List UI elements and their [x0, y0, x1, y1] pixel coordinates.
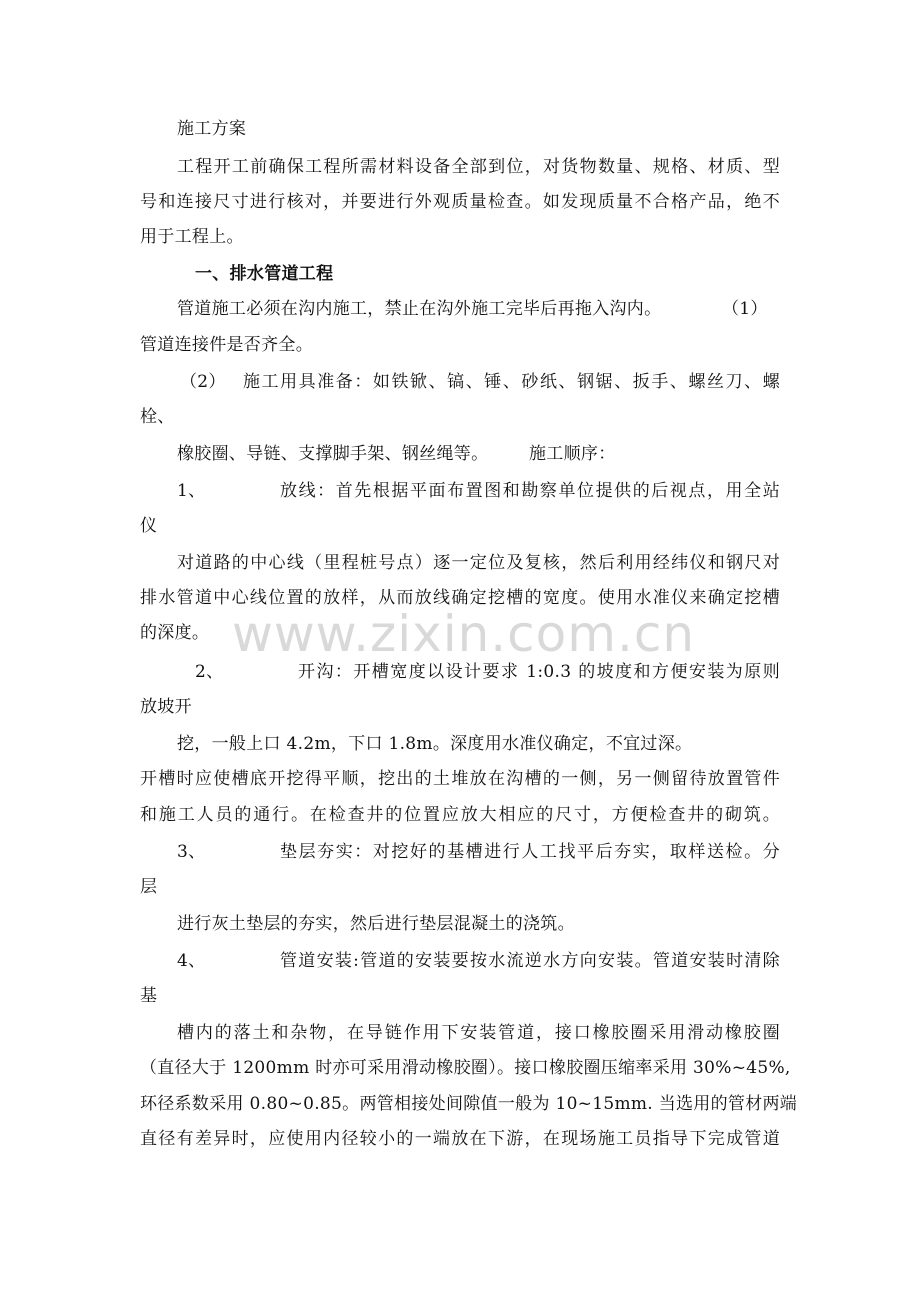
step-1-continuation-1: 对道路的中心线（里程桩号点）逐一定位及复核，然后利用经纬仪和钢尺对 [177, 553, 780, 573]
paragraph-1-line-1: 管道施工必须在沟内施工，禁止在沟外施工完毕后再拖入沟内。 [177, 299, 662, 319]
step-1-continuation-2: 排水管道中心线位置的放样，从而放线确定挖槽的宽度。使用水准仪来确定挖槽 [140, 588, 780, 608]
step-4-text: 管道安装:管道的安装要按水流逆水方向安装。管道安装时清除 [280, 951, 780, 971]
intro-line-1: 工程开工前确保工程所需材料设备全部到位，对货物数量、规格、材质、型 [177, 157, 780, 177]
construction-order-label: 施工顺序： [529, 444, 616, 464]
step-4-wrap: 基 [140, 986, 158, 1006]
step-3-number: 3、 [177, 842, 206, 862]
step-4-continuation-1: 槽内的落土和杂物，在导链作用下安装管道，接口橡胶圈采用滑动橡胶圈 [177, 1023, 780, 1043]
step-2-continuation-3: 和施工人员的通行。在检查井的位置应放大相应的尺寸，方便检查井的砌筑。 [140, 805, 780, 825]
step-4-continuation-4: 直径有差异时，应使用内径较小的一端放在下游，在现场施工员指导下完成管道 [140, 1129, 780, 1149]
paragraph-1-line-2: 管道连接件是否齐全。 [140, 335, 313, 355]
step-2-continuation-2: 开槽时应使槽底开挖得平顺，挖出的土堆放在沟槽的一侧，另一侧留待放置管件 [140, 769, 780, 789]
step-1-wrap: 仪 [140, 516, 158, 536]
intro-line-2: 号和连接尺寸进行核对，并要进行外观质量检查。如发现质量不合格产品，绝不 [140, 192, 780, 212]
step-2-continuation-1: 挖，一般上口 4.2m，下口 1.8m。深度用水准仪确定，不宜过深。 [177, 734, 693, 754]
doc-title: 施工方案 [177, 119, 247, 139]
step-1-continuation-3: 的深度。 [140, 623, 210, 643]
step-4-continuation-2: （直径大于 1200mm 时亦可采用滑动橡胶圈）。接口橡胶圈压缩率采用 30%~45%, [140, 1058, 791, 1078]
step-4-continuation-3: 环径系数采用 0.80~0.85。两管相接处间隙值一般为 10~15mm. 当选用的管材两端 [140, 1094, 798, 1114]
step-3-continuation: 进行灰土垫层的夯实，然后进行垫层混凝土的浇筑。 [177, 914, 575, 934]
step-2-number: 2、 [195, 662, 224, 682]
paragraph-3-text: 橡胶圈、导链、支撑脚手架、钢丝绳等。 [177, 444, 489, 464]
paragraph-2-wrap: 栓、 [140, 407, 175, 427]
intro-line-3: 用于工程上。 [140, 227, 244, 247]
step-3-text: 垫层夯实：对挖好的基槽进行人工找平后夯实，取样送检。分 [280, 842, 780, 862]
watermark: www.zixin.com.cn [232, 605, 696, 663]
paragraph-2-number: （2） [180, 372, 226, 392]
step-4-number: 4、 [177, 951, 206, 971]
step-3-wrap: 层 [140, 877, 158, 897]
step-2-text: 开沟：开槽宽度以设计要求 1:0.3 的坡度和方便安装为原则 [298, 662, 780, 682]
paragraph-1-number: （1） [722, 299, 768, 319]
paragraph-2-text: 施工用具准备：如铁锨、镐、锤、砂纸、钢锯、扳手、螺丝刀、螺 [243, 372, 780, 392]
step-1-number: 1、 [177, 481, 206, 501]
section-heading: 一、排水管道工程 [195, 264, 334, 284]
step-1-text: 放线：首先根据平面布置图和勘察单位提供的后视点，用全站 [280, 481, 780, 501]
step-2-wrap: 放坡开 [140, 697, 192, 717]
